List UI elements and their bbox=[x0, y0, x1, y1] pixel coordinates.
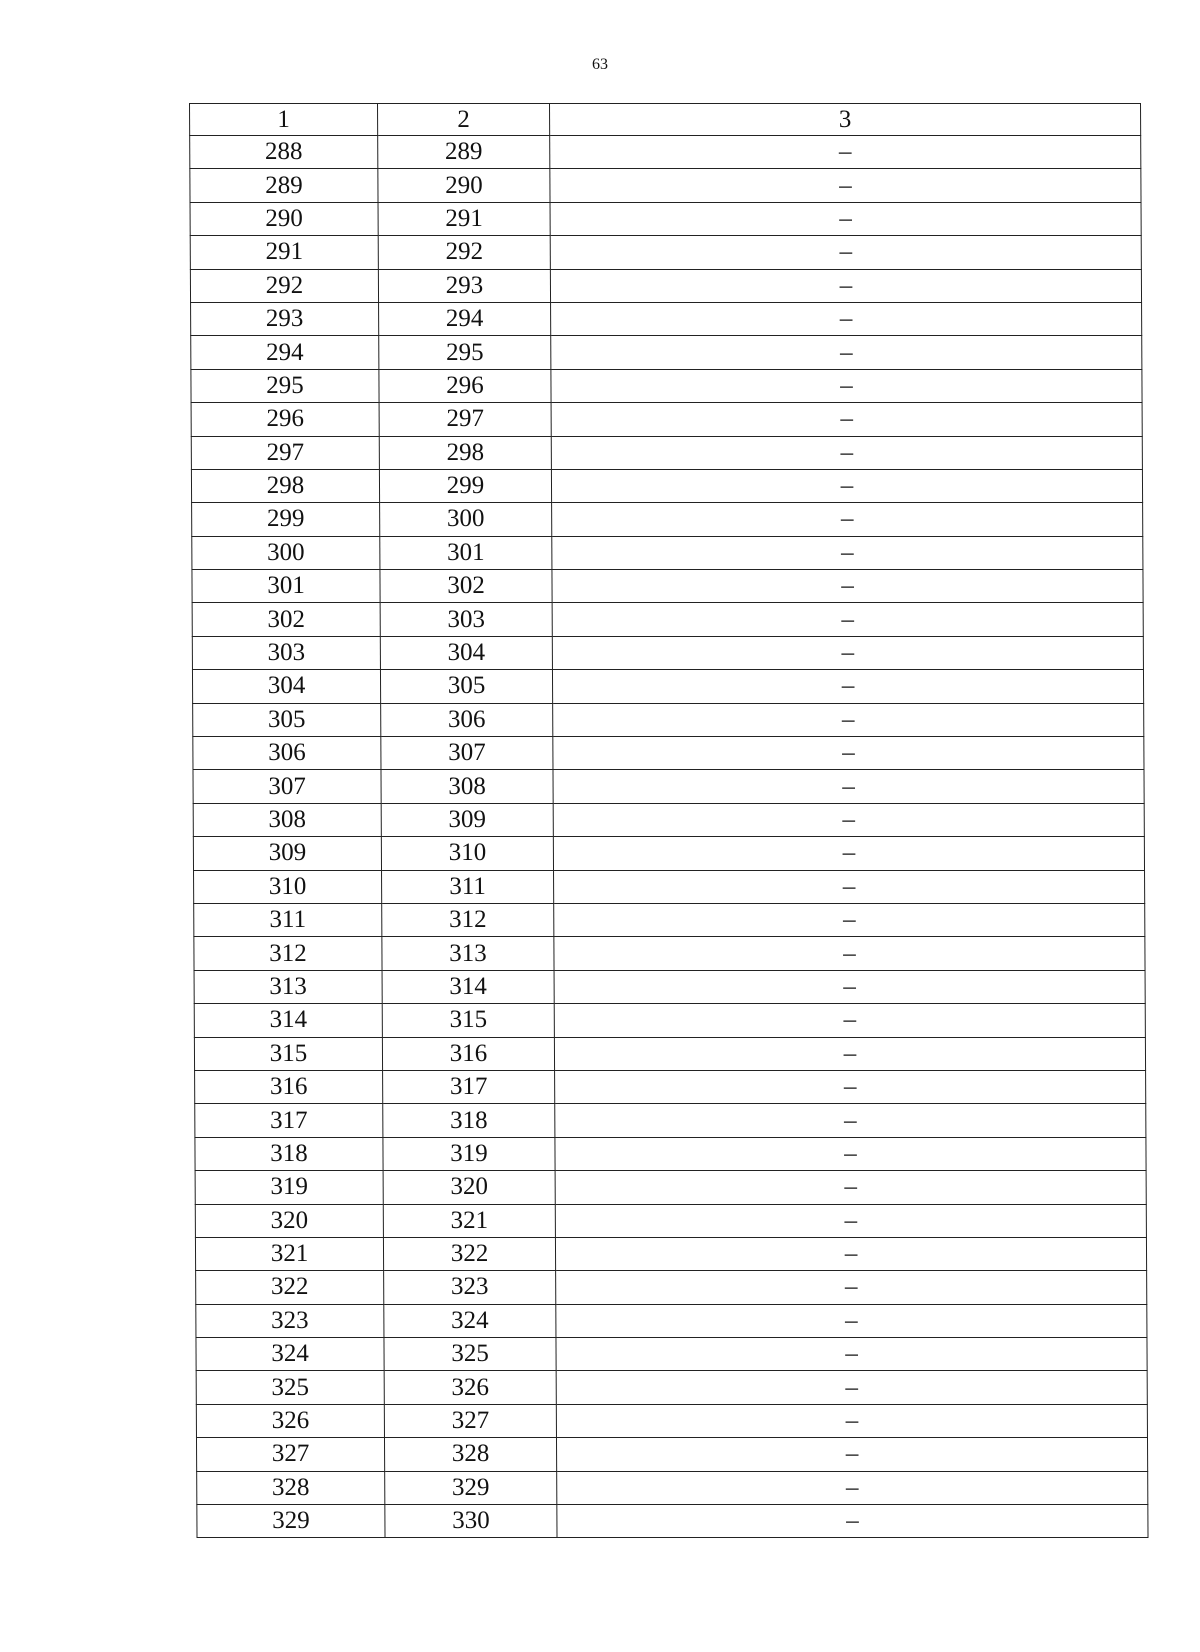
table-cell-col-3: – bbox=[551, 302, 1142, 335]
table-cell-col-1: 313 bbox=[194, 970, 382, 1003]
table-cell-col-3: – bbox=[556, 1438, 1147, 1471]
table-cell-col-3: – bbox=[553, 837, 1144, 870]
table-cell-col-1: 292 bbox=[190, 269, 378, 302]
table-cell-col-1: 296 bbox=[191, 403, 379, 436]
table-row bbox=[196, 1438, 1147, 1471]
table-cell-col-2: 314 bbox=[382, 970, 554, 1003]
table-cell-col-3: – bbox=[550, 169, 1141, 202]
table-cell-col-3: – bbox=[554, 903, 1145, 936]
table-row bbox=[194, 1037, 1145, 1070]
table-cell-col-3: – bbox=[555, 1171, 1146, 1204]
table-cell-col-1: 295 bbox=[191, 369, 379, 402]
table-row bbox=[191, 302, 1142, 335]
table-cell-col-2: 321 bbox=[383, 1204, 555, 1237]
table-cell-col-2: 308 bbox=[381, 770, 553, 803]
table-cell-col-2: 294 bbox=[379, 302, 551, 335]
table-cell-col-2: 290 bbox=[378, 169, 550, 202]
table-cell-col-1: 306 bbox=[193, 737, 381, 770]
table-cell-col-2: 312 bbox=[382, 903, 554, 936]
table-cell-col-1: 318 bbox=[195, 1137, 383, 1170]
table-row bbox=[193, 703, 1144, 736]
table-row bbox=[192, 636, 1143, 669]
page-number: 63 bbox=[592, 56, 608, 73]
table-cell-col-1: 325 bbox=[196, 1371, 384, 1404]
column-header-3: 3 bbox=[550, 104, 1141, 136]
table-cell-col-1: 309 bbox=[193, 837, 381, 870]
table-row bbox=[196, 1271, 1147, 1304]
table-cell-col-3: – bbox=[555, 1204, 1146, 1237]
table-cell-col-3: – bbox=[550, 136, 1141, 169]
table-cell-col-3: – bbox=[553, 803, 1144, 836]
data-table bbox=[189, 103, 1149, 1538]
table-cell-col-2: 304 bbox=[380, 636, 552, 669]
table-row bbox=[196, 1304, 1147, 1337]
table-cell-col-3: – bbox=[554, 1004, 1145, 1037]
table-cell-col-1: 300 bbox=[192, 536, 380, 569]
table-cell-col-3: – bbox=[556, 1371, 1147, 1404]
table-cell-col-2: 302 bbox=[380, 570, 552, 603]
column-header-2: 2 bbox=[378, 104, 550, 136]
table-row bbox=[191, 336, 1142, 369]
table-cell-col-1: 329 bbox=[197, 1505, 385, 1538]
table-cell-col-3: – bbox=[551, 403, 1142, 436]
table-cell-col-2: 305 bbox=[380, 670, 552, 703]
table-row bbox=[196, 1371, 1147, 1404]
table-cell-col-2: 318 bbox=[383, 1104, 555, 1137]
table-cell-col-2: 330 bbox=[385, 1505, 557, 1538]
table-cell-col-1: 316 bbox=[195, 1070, 383, 1103]
table-row bbox=[195, 1237, 1146, 1270]
table-row bbox=[190, 169, 1141, 202]
table-cell-col-1: 304 bbox=[192, 670, 380, 703]
table-cell-col-2: 324 bbox=[384, 1304, 556, 1337]
table-cell-col-3: – bbox=[551, 436, 1142, 469]
table-cell-col-1: 328 bbox=[197, 1471, 385, 1504]
table-cell-col-2: 317 bbox=[383, 1070, 555, 1103]
table-row bbox=[195, 1204, 1146, 1237]
table-cell-col-2: 313 bbox=[382, 937, 554, 970]
table-cell-col-2: 296 bbox=[379, 369, 551, 402]
table-row bbox=[192, 603, 1143, 636]
table-cell-col-2: 293 bbox=[378, 269, 550, 302]
table-cell-col-2: 300 bbox=[380, 503, 552, 536]
table-cell-col-1: 307 bbox=[193, 770, 381, 803]
table-cell-col-1: 293 bbox=[191, 302, 379, 335]
table-row bbox=[194, 870, 1145, 903]
table-cell-col-1: 327 bbox=[196, 1438, 384, 1471]
table-cell-col-3: – bbox=[553, 770, 1144, 803]
table-cell-col-3: – bbox=[556, 1304, 1147, 1337]
table-cell-col-1: 320 bbox=[195, 1204, 383, 1237]
table-row bbox=[192, 536, 1143, 569]
table-cell-col-1: 314 bbox=[194, 1004, 382, 1037]
table-row bbox=[190, 136, 1141, 169]
table-cell-col-3: – bbox=[550, 236, 1141, 269]
table-cell-col-3: – bbox=[552, 503, 1143, 536]
table-cell-col-1: 297 bbox=[191, 436, 379, 469]
table-row bbox=[190, 236, 1141, 269]
table-row bbox=[197, 1505, 1148, 1538]
table-cell-col-2: 309 bbox=[381, 803, 553, 836]
table-cell-col-3: – bbox=[554, 870, 1145, 903]
table-row bbox=[193, 837, 1144, 870]
table-cell-col-1: 298 bbox=[191, 469, 379, 502]
table-cell-col-2: 306 bbox=[381, 703, 553, 736]
table-cell-col-1: 290 bbox=[190, 202, 378, 235]
table-cell-col-2: 326 bbox=[384, 1371, 556, 1404]
table-cell-col-1: 323 bbox=[196, 1304, 384, 1337]
table-cell-col-1: 291 bbox=[190, 236, 378, 269]
table-row bbox=[194, 937, 1145, 970]
table-cell-col-3: – bbox=[553, 737, 1144, 770]
table-row bbox=[195, 1070, 1146, 1103]
table-cell-col-2: 298 bbox=[379, 436, 551, 469]
table-cell-col-3: – bbox=[554, 1037, 1145, 1070]
table-body bbox=[190, 136, 1148, 1538]
table-cell-col-3: – bbox=[555, 1104, 1146, 1137]
table-cell-col-2: 301 bbox=[380, 536, 552, 569]
table-cell-col-2: 320 bbox=[383, 1171, 555, 1204]
table-cell-col-2: 295 bbox=[379, 336, 551, 369]
table-cell-col-3: – bbox=[557, 1505, 1148, 1538]
table-row bbox=[196, 1404, 1147, 1437]
table-row bbox=[195, 1171, 1146, 1204]
table-row bbox=[191, 403, 1142, 436]
table-cell-col-1: 312 bbox=[194, 937, 382, 970]
table-cell-col-2: 303 bbox=[380, 603, 552, 636]
table-row bbox=[190, 269, 1141, 302]
table-cell-col-1: 315 bbox=[194, 1037, 382, 1070]
table-cell-col-1: 317 bbox=[195, 1104, 383, 1137]
table-cell-col-1: 301 bbox=[192, 570, 380, 603]
table-cell-col-2: 319 bbox=[383, 1137, 555, 1170]
table-row bbox=[190, 202, 1141, 235]
table-cell-col-1: 319 bbox=[195, 1171, 383, 1204]
table-cell-col-3: – bbox=[554, 937, 1145, 970]
table-cell-col-1: 321 bbox=[195, 1237, 383, 1270]
table-cell-col-1: 326 bbox=[196, 1404, 384, 1437]
table-cell-col-3: – bbox=[552, 570, 1143, 603]
table-cell-col-2: 289 bbox=[378, 136, 550, 169]
table-cell-col-1: 294 bbox=[191, 336, 379, 369]
table-row bbox=[191, 469, 1142, 502]
table-cell-col-2: 310 bbox=[381, 837, 553, 870]
table-row bbox=[192, 670, 1143, 703]
table-cell-col-3: – bbox=[556, 1404, 1147, 1437]
table-row bbox=[191, 369, 1142, 402]
table-cell-col-2: 311 bbox=[382, 870, 554, 903]
table-cell-col-3: – bbox=[557, 1471, 1148, 1504]
table-cell-col-1: 311 bbox=[194, 903, 382, 936]
table-cell-col-3: – bbox=[550, 269, 1141, 302]
table-cell-col-2: 329 bbox=[385, 1471, 557, 1504]
table-cell-col-3: – bbox=[553, 703, 1144, 736]
table-cell-col-1: 310 bbox=[194, 870, 382, 903]
table-row bbox=[194, 970, 1145, 1003]
table-cell-col-2: 316 bbox=[382, 1037, 554, 1070]
table-cell-col-2: 292 bbox=[378, 236, 550, 269]
table-cell-col-2: 323 bbox=[384, 1271, 556, 1304]
table-cell-col-3: – bbox=[554, 970, 1145, 1003]
table-row bbox=[193, 770, 1144, 803]
table-cell-col-3: – bbox=[555, 1070, 1146, 1103]
table-cell-col-2: 291 bbox=[378, 202, 550, 235]
table-cell-col-2: 325 bbox=[384, 1338, 556, 1371]
table-cell-col-2: 297 bbox=[379, 403, 551, 436]
table-cell-col-3: – bbox=[552, 536, 1143, 569]
column-header-1: 1 bbox=[190, 104, 378, 136]
table-cell-col-3: – bbox=[555, 1137, 1146, 1170]
table-cell-col-1: 303 bbox=[192, 636, 380, 669]
table-cell-col-1: 324 bbox=[196, 1338, 384, 1371]
table-row bbox=[193, 737, 1144, 770]
table-cell-col-3: – bbox=[550, 202, 1141, 235]
table-row bbox=[192, 570, 1143, 603]
table-cell-col-3: – bbox=[552, 636, 1143, 669]
table-cell-col-1: 302 bbox=[192, 603, 380, 636]
table-row bbox=[197, 1471, 1148, 1504]
table-cell-col-1: 289 bbox=[190, 169, 378, 202]
table-cell-col-3: – bbox=[556, 1338, 1147, 1371]
table-cell-col-3: – bbox=[552, 670, 1143, 703]
table-row bbox=[196, 1338, 1147, 1371]
table-cell-col-2: 322 bbox=[383, 1237, 555, 1270]
table-cell-col-3: – bbox=[551, 336, 1142, 369]
table-cell-col-3: – bbox=[556, 1271, 1147, 1304]
table-cell-col-1: 322 bbox=[196, 1271, 384, 1304]
table-header-row bbox=[190, 104, 1141, 136]
table-cell-col-3: – bbox=[551, 369, 1142, 402]
table-cell-col-2: 307 bbox=[381, 737, 553, 770]
table-cell-col-1: 299 bbox=[192, 503, 380, 536]
table-cell-col-2: 299 bbox=[379, 469, 551, 502]
table-row bbox=[195, 1137, 1146, 1170]
table-cell-col-2: 315 bbox=[382, 1004, 554, 1037]
table-cell-col-3: – bbox=[551, 469, 1142, 502]
table-cell-col-2: 328 bbox=[384, 1438, 556, 1471]
table-row bbox=[194, 903, 1145, 936]
table-cell-col-2: 327 bbox=[384, 1404, 556, 1437]
table-row bbox=[191, 436, 1142, 469]
table-row bbox=[194, 1004, 1145, 1037]
table-cell-col-3: – bbox=[552, 603, 1143, 636]
table-cell-col-1: 288 bbox=[190, 136, 378, 169]
table-row bbox=[195, 1104, 1146, 1137]
table-cell-col-3: – bbox=[555, 1237, 1146, 1270]
table-row bbox=[192, 503, 1143, 536]
table-cell-col-1: 305 bbox=[193, 703, 381, 736]
table-row bbox=[193, 803, 1144, 836]
table-cell-col-1: 308 bbox=[193, 803, 381, 836]
